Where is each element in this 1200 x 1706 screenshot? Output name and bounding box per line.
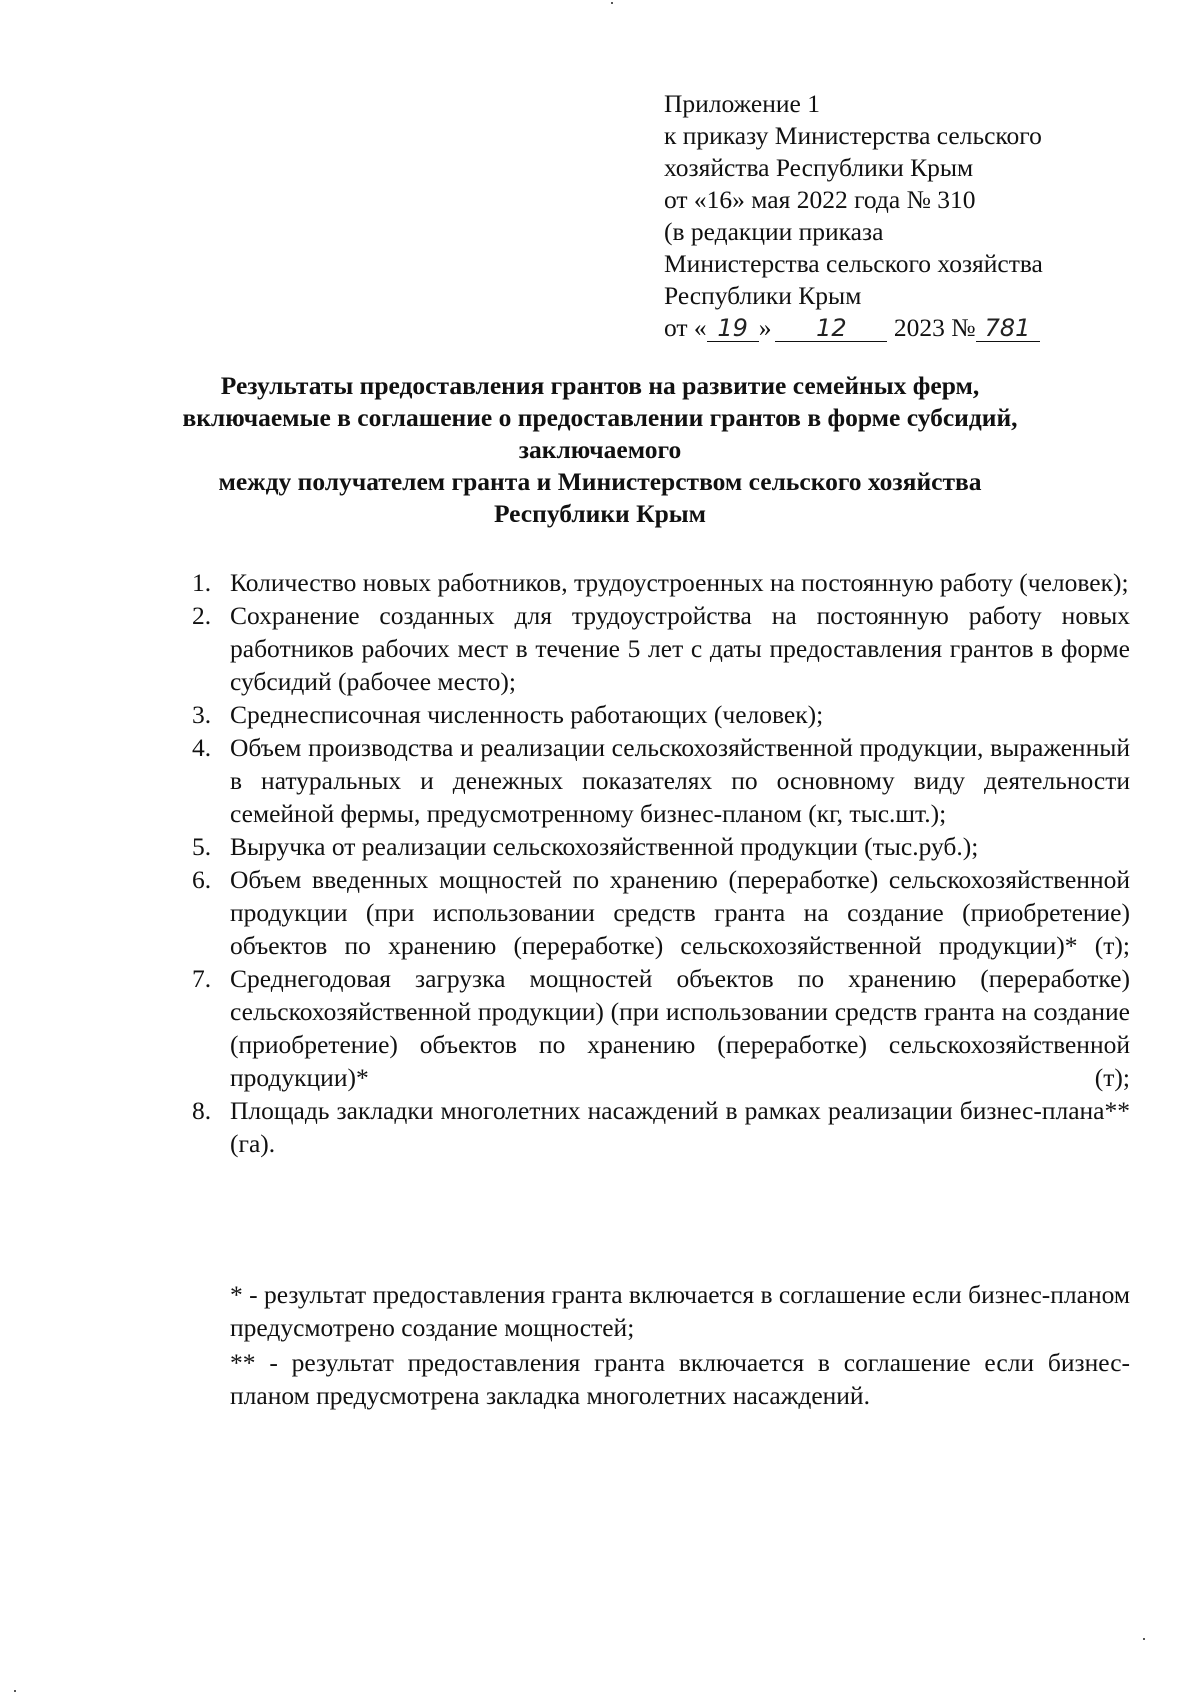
- title-line-2: включаемые в соглашение о предоставлении грантов в форме субсидий,: [182, 403, 1018, 432]
- list-item: [192, 698, 1130, 731]
- header-line-edition-ministry: Министерства сельского хозяйства: [664, 249, 1043, 278]
- document-title: [150, 370, 1050, 530]
- list-item-number: 1.: [192, 568, 212, 597]
- list-item: [192, 731, 1130, 830]
- header-line-edition: (в редакции приказа: [664, 217, 884, 246]
- list-item-text: Выручка от реализации сельскохозяйственной продукции (тыс.руб.);: [230, 832, 979, 861]
- list-item-text: Количество новых работников, трудоустроенных на постоянную работу (человек);: [230, 568, 1129, 597]
- list-item-number: 5.: [192, 832, 212, 861]
- appendix-header: [664, 88, 1124, 344]
- date-year: 2023 №: [893, 313, 976, 342]
- scan-speck: [14, 1690, 16, 1692]
- list-item-text: Сохранение созданных для трудоустройства на постоянную работу новых работников рабочих мест в течение 5 лет с даты предоставления грантов в форме субсидий (рабочее место);: [230, 601, 1130, 696]
- list-item: [192, 566, 1130, 599]
- handwritten-month: 12: [775, 315, 887, 342]
- title-line-3: заключаемого: [518, 435, 682, 464]
- title-line-5: Республики Крым: [493, 499, 707, 528]
- list-item-text: Среднегодовая загрузка мощностей объектов по хранению (переработке) сельскохозяйственной продукции) (при использовании средств гранта на создание (приобретение) объектов по хранению (переработке) сельскохозяйственной продукции)* (т);: [230, 964, 1130, 1092]
- list-item-text: Площадь закладки многолетних насаждений в рамках реализации бизнес-плана** (га).: [230, 1096, 1130, 1158]
- footnotes: [230, 1278, 1130, 1414]
- title-line-4: между получателем гранта и Министерством сельского хозяйства: [218, 467, 982, 496]
- header-line-order-ref: к приказу Министерства сельского: [664, 121, 1042, 150]
- list-item: [192, 830, 1130, 863]
- list-item-number: 8.: [192, 1096, 212, 1125]
- date-close-quote: »: [758, 313, 772, 342]
- list-item-number: 3.: [192, 700, 212, 729]
- header-line-original-date: от «16» мая 2022 года № 310: [664, 185, 976, 214]
- title-line-1: Результаты предоставления грантов на развитие семейных ферм,: [220, 371, 980, 400]
- header-line-ministry: хозяйства Республики Крым: [664, 153, 974, 182]
- footnote-single-asterisk: * - результат предоставления гранта включается в соглашение если бизнес-планом предусмотрено создание мощностей;: [230, 1280, 1130, 1342]
- list-item: [192, 1094, 1130, 1160]
- list-item-number: 2.: [192, 601, 212, 630]
- list-item-text: Объем производства и реализации сельскохозяйственной продукции, выраженный в натуральных и денежных показателях по основному виду деятельности семейной фермы, предусмотренному бизнес-планом (кг, тыс.шт.);: [230, 733, 1130, 828]
- list-item: [192, 863, 1130, 962]
- list-item: [192, 599, 1130, 698]
- list-item: [192, 962, 1130, 1094]
- results-list: [192, 566, 1130, 1160]
- list-item-text: Объем введенных мощностей по хранению (переработке) сельскохозяйственной продукции (при использовании средств гранта на создание (приобретение) объектов по хранению (переработке) сельскохозяйственной продукции)* (т);: [230, 865, 1130, 960]
- header-line-republic: Республики Крым: [664, 281, 862, 310]
- scan-speck: [1143, 1638, 1145, 1640]
- date-prefix: от «: [664, 313, 707, 342]
- list-item-number: 6.: [192, 865, 212, 894]
- scan-speck: [611, 2, 613, 4]
- handwritten-order-number: 781: [976, 315, 1040, 342]
- list-item-text: Среднесписочная численность работающих (человек);: [230, 700, 824, 729]
- handwritten-day: 19: [707, 315, 759, 342]
- list-item-number: 4.: [192, 733, 212, 762]
- list-item-number: 7.: [192, 964, 212, 993]
- footnote-double-asterisk: ** - результат предоставления гранта включается в соглашение если бизнес-планом предусмотрена закладка многолетних насаждений.: [230, 1348, 1130, 1410]
- header-line-edition-date: [664, 312, 1124, 344]
- header-line-appendix: Приложение 1: [664, 89, 820, 118]
